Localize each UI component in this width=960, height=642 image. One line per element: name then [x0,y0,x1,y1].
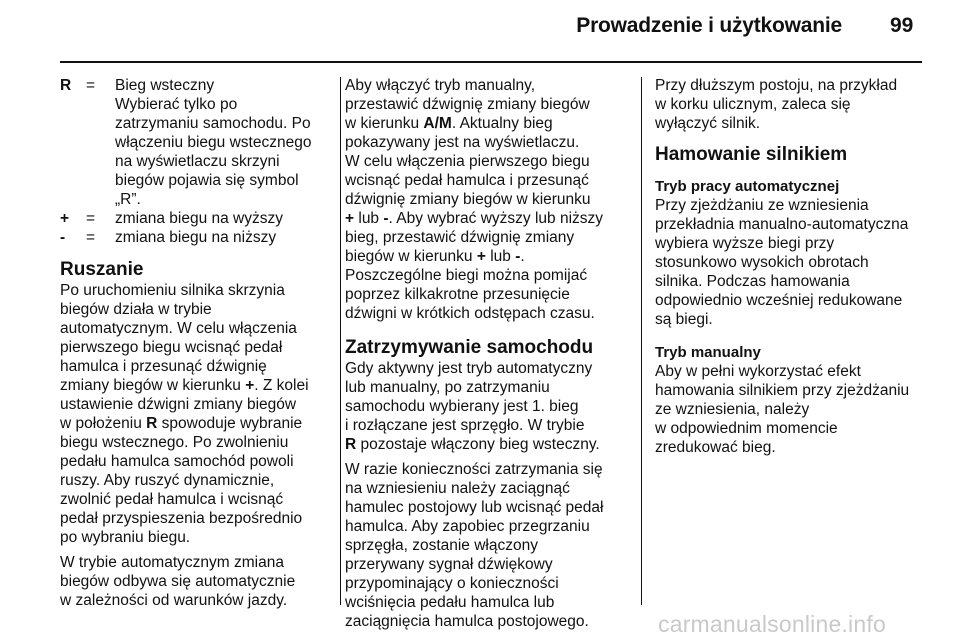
definition-minus [60,228,328,247]
def-text: Bieg wsteczny [115,77,215,94]
column-1 [60,76,328,616]
automatic-mode-paragraph: Przy zjeżdżaniu ze wzniesienia przekładnia manualno-automatyczna wybiera wyższe biegi przy stosunkowo wysokich obrotach silnika. Podczas hamowania odpowiednio wcześniej redukowane są biegi. [655,197,909,328]
def-text: zmiana biegu na wyższy [115,210,283,227]
watermark: carmanualsonline.info [658,611,886,637]
reverse-symbol: R [345,436,357,453]
def-text: zmiana biegu na niższy [115,229,277,246]
definition-r [60,76,328,95]
am-symbol: A/M [423,115,452,132]
column-divider-1 [340,77,341,605]
def-symbol: + [60,210,70,227]
zatrzymywanie-paragraph-1: Gdy aktywny jest tryb automatyczny lub manualny, po zatrzymaniu samochodu wybierany jest 1. bieg i rozłączane jest sprzęgło. W trybie R pozostaje włączony bieg wsteczny. [345,360,600,453]
manual-mode-braking-paragraph: Aby w pełni wykorzystać efekt hamowania silnikiem przy zjeżdżaniu ze wzniesienia, należy w odpowiednim momencie zredukować bieg. [655,363,910,456]
column-divider-2 [641,77,642,605]
column-2 [345,76,630,637]
plus-symbol: + [476,248,486,265]
subheading-manual-mode: Tryb manualny [655,344,761,361]
column-3 [655,76,927,463]
section-heading-zatrzymywanie: Zatrzymywanie samochodu [345,337,594,358]
def-symbol: - [60,229,66,246]
section-heading-ruszanie: Ruszanie [60,259,144,280]
reverse-symbol: R [146,415,158,432]
definition-plus [60,209,328,228]
subheading-automatic-mode: Tryb pracy automatycznej [655,178,840,195]
page-number: 99 [890,14,914,37]
ruszanie-paragraph-2: W trybie automatycznym zmiana biegów odbywa się automatycznie w zależności od warunków jazdy. [60,554,296,609]
def-symbol: R [60,77,72,94]
minus-symbol: - [383,210,389,227]
header-rule [60,61,922,63]
def-equals: = [86,77,96,94]
plus-symbol: + [245,377,255,394]
def-equals: = [86,229,96,246]
zatrzymywanie-paragraph-2: W razie konieczności zatrzymania się na wzniesieniu należy zaciągnąć hamulec postojowy lub wcisnąć pedał hamulca. Aby zapobiec przegrzaniu sprzęgła, zostanie włączony przerywany sygnał dźwiękowy przypominający o konieczności wciśnięcia pedału hamulca lub zaciągnięcia hamulca postojowego. [345,461,604,630]
def-r-note: Wybierać tylko po zatrzymaniu samochodu. Po włączeniu biegu wstecznego na wyświetlaczu skrzyni biegów pojawia się symbol „R”. [115,96,312,208]
manual-mode-paragraph: Aby włączyć tryb manualny, przestawić dźwignię zmiany biegów w kierunku A/M. Aktualny bieg pokazywany jest na wyświetlaczu. W celu włączenia pierwszego biegu wcisnąć pedał hamulca i przesunąć dźwignię zmiany biegów w kierunku + lub -. Aby wybrać wyższy lub niższy bieg, przestawić dźwignię zmiany biegów w kierunku + lub -. Poszczególne biegi można pomijać poprzez kilkakrotne przesunięcie dźwigni w krótkich odstępach czasu. [345,77,604,322]
plus-symbol: + [345,210,355,227]
header-title: Prowadzenie i użytkowanie [576,14,842,37]
section-heading-hamowanie: Hamowanie silnikiem [655,144,848,165]
def-equals: = [86,210,96,227]
long-stop-paragraph: Przy dłuższym postoju, na przykład w korku ulicznym, zaleca się wyłączyć silnik. [655,77,898,132]
ruszanie-paragraph-1: Po uruchomieniu silnika skrzynia biegów działa w trybie automatycznym. W celu włączenia pierwszego biegu wcisnąć pedał hamulca i przesunąć dźwignię zmiany biegów w kierunku +. Z kolei ustawienie dźwigni zmiany biegów w położeniu R spowoduje wybranie biegu wstecznego. Po zwolnieniu pedału hamulca samochód powoli ruszy. Aby ruszyć dynamicznie, zwolnić pedał hamulca i wcisnąć pedał przyspieszenia bezpośrednio po wybraniu biegu. [60,282,309,546]
minus-symbol: - [515,248,521,265]
